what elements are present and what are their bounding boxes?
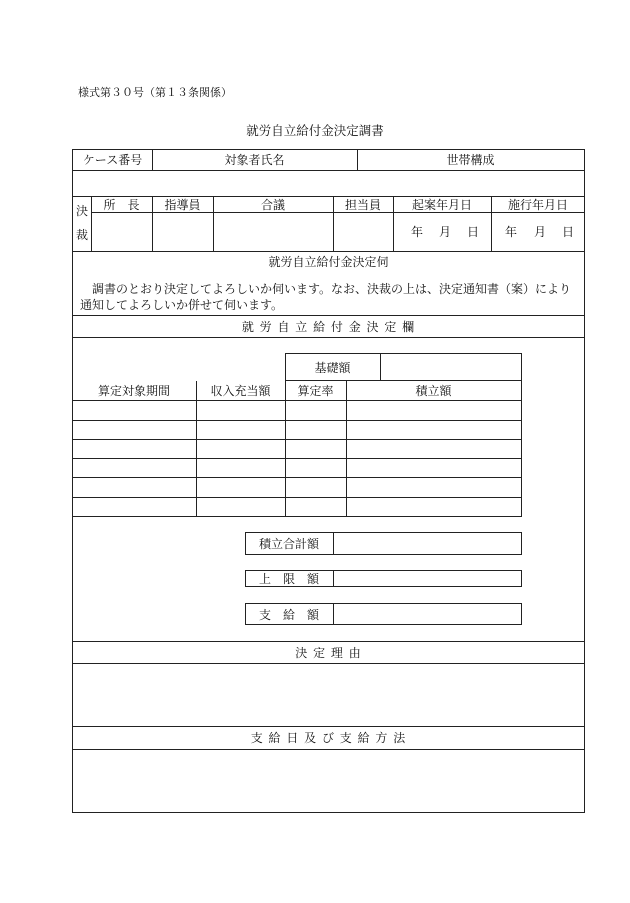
total-label: 積立合計額 xyxy=(258,537,319,551)
approval-label-top: 決 xyxy=(75,203,88,218)
execution-year: 年 xyxy=(504,224,517,239)
limit-label: 上 限 額 xyxy=(258,572,319,586)
column-rate: 算定率 xyxy=(297,384,334,398)
supervisor-label: 指導員 xyxy=(164,197,201,212)
draft-date-label: 起案年月日 xyxy=(411,197,472,212)
director-label: 所 長 xyxy=(103,197,140,212)
execution-day: 日 xyxy=(561,224,574,239)
document-title: 就労自立給付金決定調書 xyxy=(246,123,384,138)
inquiry-text: 調書のとおり決定してよろしいか伺います。なお、決裁の上は、決定通知書（案）により通知してよろしいか併せて伺います。 xyxy=(80,282,572,312)
decision-section-title: 就 労 自 立 給 付 金 決 定 欄 xyxy=(241,319,416,334)
column-income: 収入充当額 xyxy=(210,384,271,398)
subject-name-label: 対象者氏名 xyxy=(224,153,285,167)
draft-year: 年 xyxy=(410,224,423,239)
approval-label-bottom: 裁 xyxy=(75,227,88,242)
inquiry-title: 就労自立給付金決定伺 xyxy=(268,254,389,269)
household-label: 世帯構成 xyxy=(446,153,495,167)
column-reserve: 積立額 xyxy=(415,384,452,398)
council-label: 合議 xyxy=(260,197,285,212)
form-frame xyxy=(72,149,585,813)
column-period: 算定対象期間 xyxy=(97,384,170,398)
form-number: 様式第３０号（第１３条関係） xyxy=(78,86,232,99)
payment-method-title: 支 給 日 及 び 支 給 方 法 xyxy=(250,731,407,745)
case-number-label: ケース番号 xyxy=(82,153,143,167)
base-amount-label: 基礎額 xyxy=(314,360,351,375)
execution-date-label: 施行年月日 xyxy=(507,197,568,212)
payment-label: 支 給 額 xyxy=(258,607,319,622)
reason-title: 決 定 理 由 xyxy=(295,645,362,660)
draft-month: 月 xyxy=(438,224,451,239)
execution-month: 月 xyxy=(533,224,546,239)
person-in-charge-label: 担当員 xyxy=(344,197,381,212)
draft-day: 日 xyxy=(466,224,479,239)
